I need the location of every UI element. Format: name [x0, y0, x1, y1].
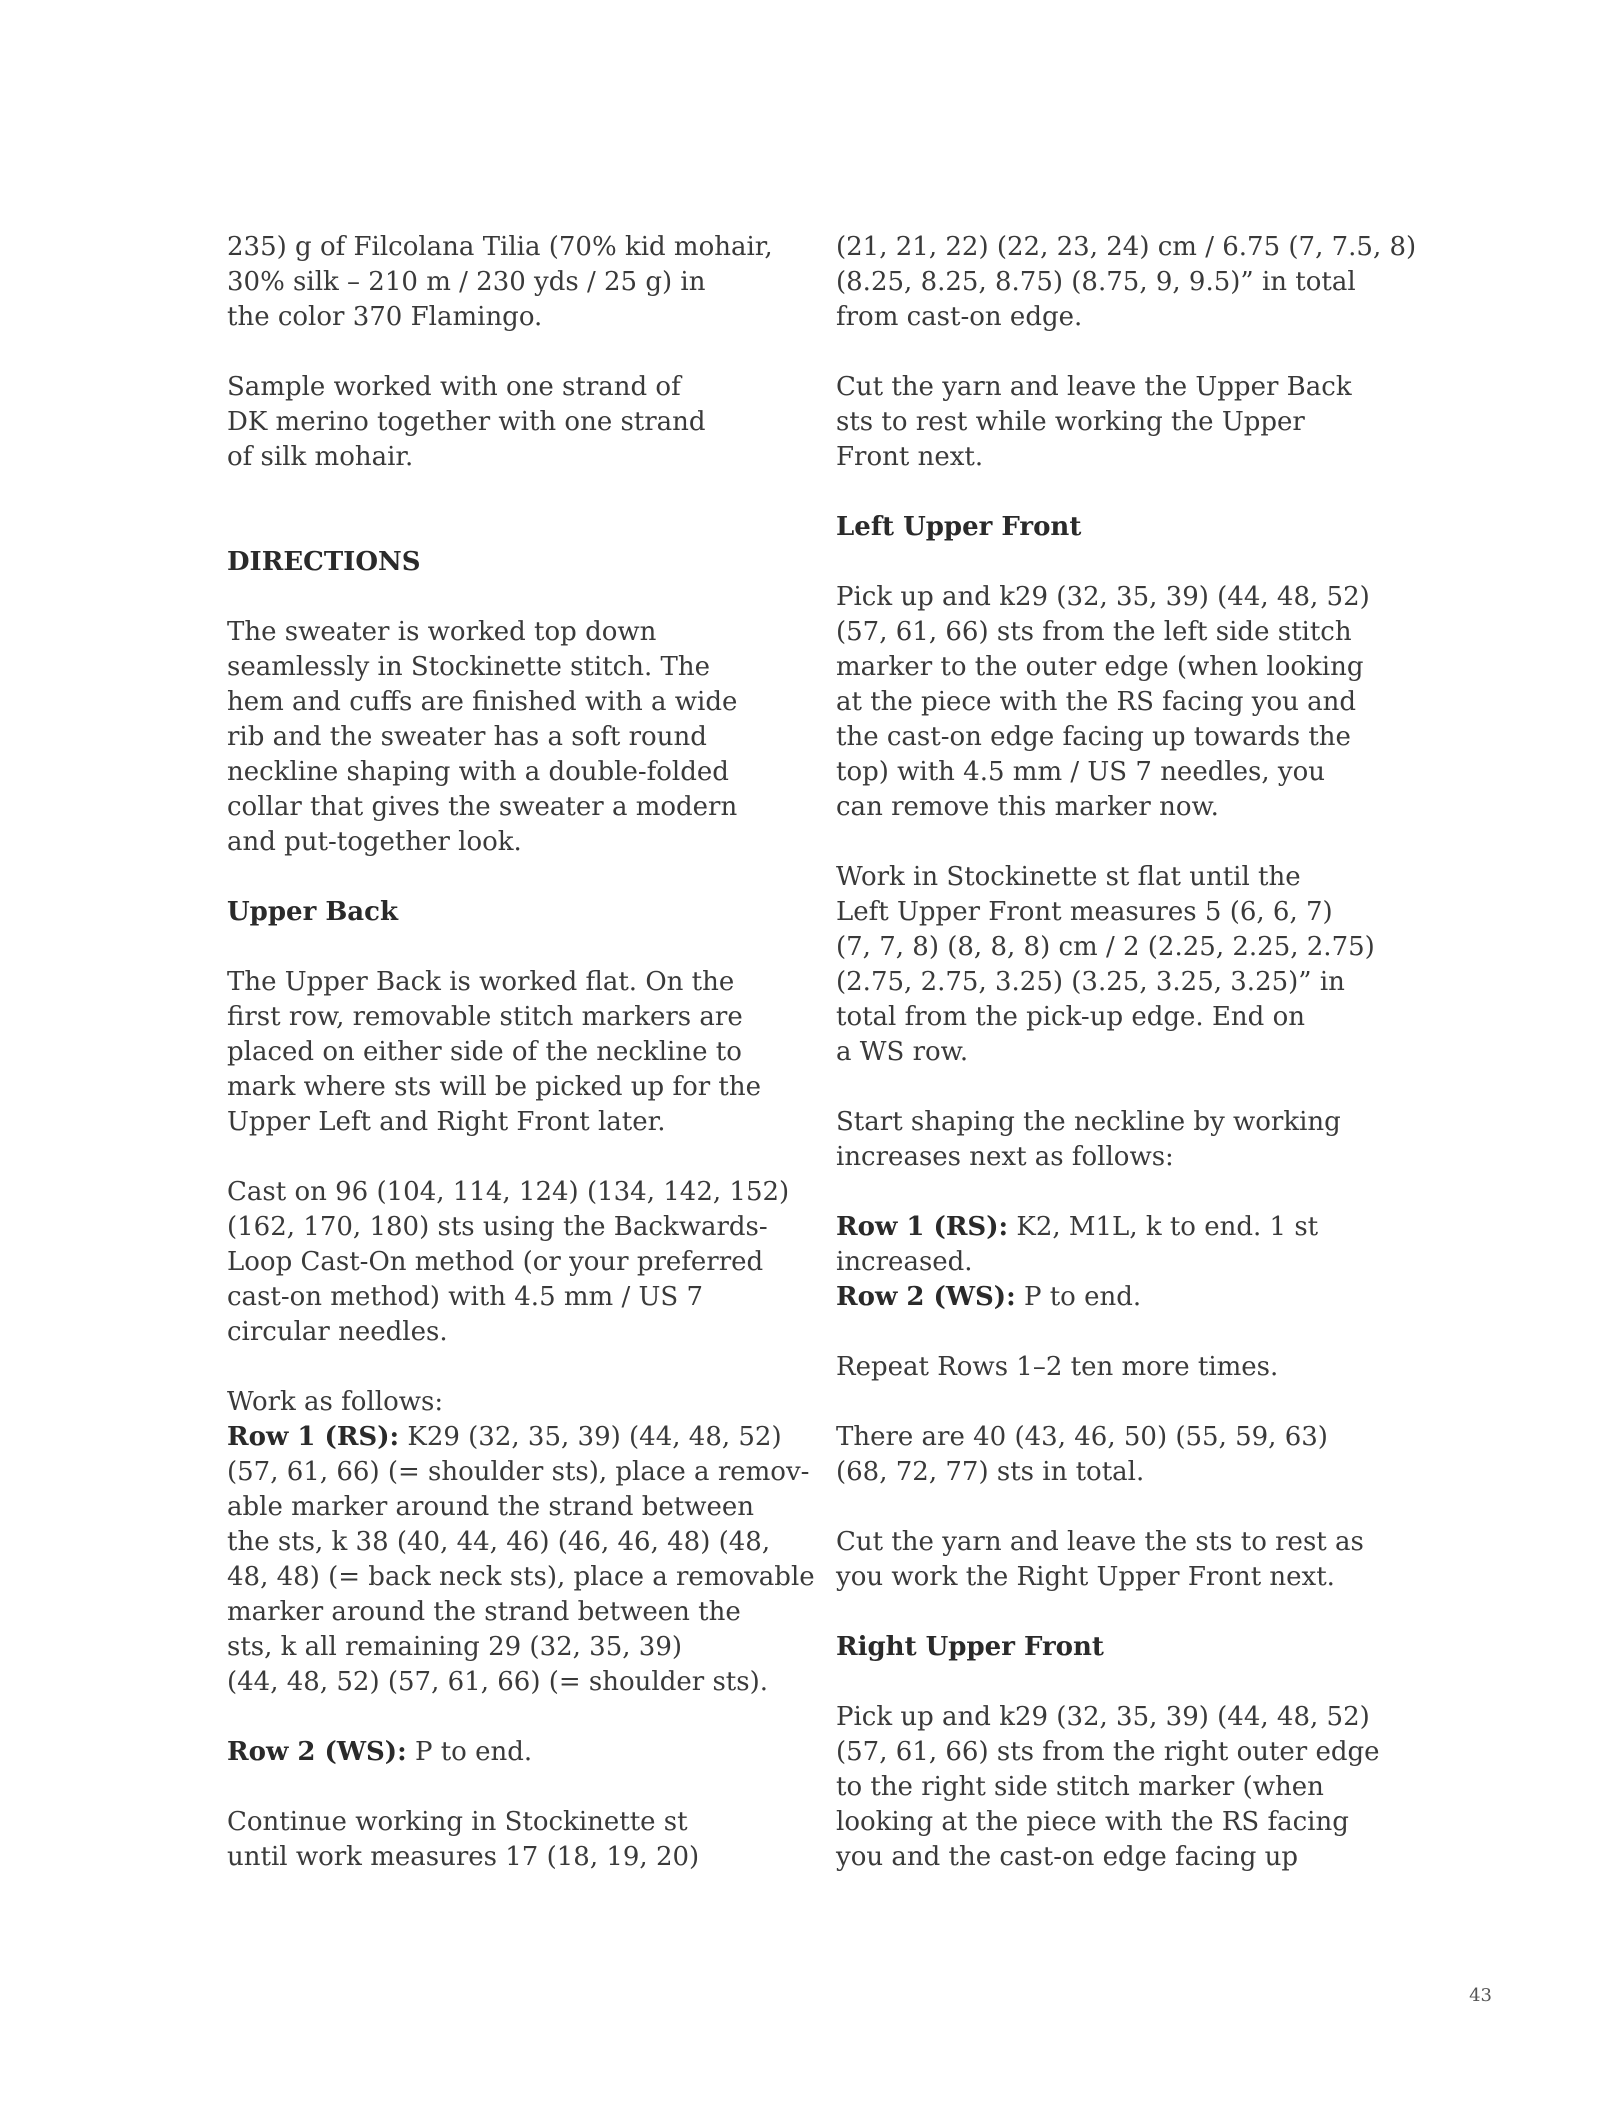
row2-label: Row 2 (WS):: [836, 1282, 1016, 1312]
start-shaping-paragraph: Start shaping the neckline by working increases next as follows:: [836, 1107, 1341, 1172]
left-column: [227, 230, 817, 1875]
continue-paragraph: Continue working in Stockinette st until work measures 17 (18, 19, 20): [227, 1807, 700, 1872]
directions-paragraph: The sweater is worked top down seamlessly in Stockinette stitch. The hem and cuffs are finished with a wide rib and the sweater has a soft round neckline shaping with a double-folded collar that gives the sweater a modern and put-together look.: [227, 617, 738, 857]
right-upper-front-heading: Right Upper Front: [836, 1632, 1104, 1662]
cut-rest-paragraph: Cut the yarn and leave the sts to rest as you work the Right Upper Front next.: [836, 1527, 1364, 1592]
materials-paragraph: 235) g of Filcolana Tilia (70% kid mohair, 30% silk – 210 m / 230 yds / 25 g) in the color 370 Flamingo.: [227, 232, 773, 332]
row2-instruction: Row 2 (WS): P to end.: [836, 1282, 1142, 1312]
stitch-count-paragraph: There are 40 (43, 46, 50) (55, 59, 63) (68, 72, 77) sts in total.: [836, 1422, 1328, 1487]
row2-instruction: Row 2 (WS): P to end.: [227, 1737, 533, 1767]
neckline-rows: Row 1 (RS): K2, M1L, k to end. 1 st increased. Row 2 (WS): P to end.: [836, 1210, 1426, 1315]
measure-paragraph: (21, 21, 22) (22, 23, 24) cm / 6.75 (7, 7.5, 8) (8.25, 8.25, 8.75) (8.75, 9, 9.5)” in total from cast-on edge.: [836, 232, 1417, 332]
sample-paragraph: Sample worked with one strand of DK merino together with one strand of silk mohair.: [227, 372, 706, 472]
upper-back-paragraph: The Upper Back is worked flat. On the first row, removable stitch markers are placed on either side of the neckline to mark where sts will be picked up for the Upper Left and Right Front later.: [227, 967, 762, 1137]
row-instructions: Work as follows: Row 1 (RS): K29 (32, 35, 39) (44, 48, 52) (57, 61, 66) (= shoulder sts), place a remov- able marker around the strand between the sts, k 38 (40, 44, 46) (46, 46, 48) (48, 48, 48) (= back neck sts), place a removable marker around the strand between the sts, k all remaining 29 (32, 35, 39) (44, 48, 52) (57, 61, 66) (= shoulder sts).: [227, 1385, 817, 1700]
row1-label: Row 1 (RS):: [836, 1212, 1009, 1242]
pick-up-right-paragraph: Pick up and k29 (32, 35, 39) (44, 48, 52) (57, 61, 66) sts from the right outer edge to the right side stitch marker (when looking at the piece with the RS facing you and the cast-on edge facing up: [836, 1702, 1380, 1872]
upper-back-heading: Upper Back: [227, 897, 398, 927]
pick-up-left-paragraph: Pick up and k29 (32, 35, 39) (44, 48, 52) (57, 61, 66) sts from the left side stitch marker to the outer edge (when looking at the piece with the RS facing you and the cast-on edge facing up towards the top) with 4.5 mm / US 7 needles, you can remove this marker now.: [836, 582, 1370, 822]
row1-label: Row 1 (RS):: [227, 1422, 400, 1452]
cut-yarn-paragraph: Cut the yarn and leave the Upper Back sts to rest while working the Upper Front next.: [836, 372, 1352, 472]
row1-instruction: Row 1 (RS): K29 (32, 35, 39) (44, 48, 52): [227, 1422, 782, 1452]
page-number: 43: [1469, 1985, 1492, 2006]
directions-heading: DIRECTIONS: [227, 547, 421, 577]
row2-label: Row 2 (WS):: [227, 1737, 407, 1767]
left-upper-front-heading: Left Upper Front: [836, 512, 1082, 542]
right-column: [836, 230, 1426, 1875]
work-flat-paragraph: Work in Stockinette st flat until the Left Upper Front measures 5 (6, 6, 7) (7, 7, 8) (8, 8, 8) cm / 2 (2.25, 2.25, 2.75) (2.75, 2.75, 3.25) (3.25, 3.25, 3.25)” in total from the pick-up edge. End on a WS row.: [836, 862, 1375, 1067]
cast-on-paragraph: Cast on 96 (104, 114, 124) (134, 142, 152) (162, 170, 180) sts using the Backwards- Loop Cast-On method (or your preferred cast-on method) with 4.5 mm / US 7 circular needles.: [227, 1177, 790, 1347]
repeat-paragraph: Repeat Rows 1–2 ten more times.: [836, 1352, 1279, 1382]
row1-instruction: Row 1 (RS): K2, M1L, k to end. 1 st: [836, 1212, 1319, 1242]
